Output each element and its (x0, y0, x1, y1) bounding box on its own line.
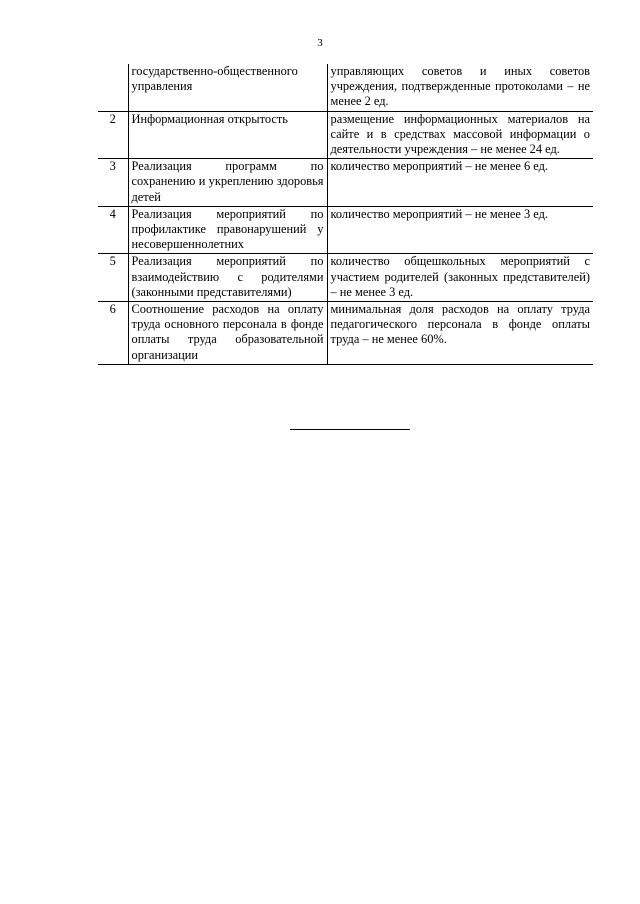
criterion-indicator: минимальная доля расходов на оплату труда педагогического персонала в фонде оплаты труда – не менее 60%. (327, 302, 593, 365)
table-row (98, 111, 593, 159)
table-row (98, 254, 593, 302)
table-row (98, 159, 593, 207)
criterion-indicator: количество мероприятий – не менее 6 ед. (327, 159, 593, 207)
criterion-name: Реализация мероприятий по взаимодействию с родителями (законными представителями) (128, 254, 327, 302)
criterion-indicator: управляющих советов и иных советов учреждения, подтвержденные протоколами – не менее 2 ед. (327, 64, 593, 111)
table-row (98, 206, 593, 254)
row-number (98, 64, 128, 111)
row-number: 6 (98, 302, 128, 365)
criterion-name: Соотношение расходов на оплату труда основного персонала в фонде оплаты труда образовательной организации (128, 302, 327, 365)
criterion-name: Реализация программ по сохранению и укреплению здоровья детей (128, 159, 327, 207)
table-row (98, 64, 593, 111)
criterion-name: Реализация мероприятий по профилактике правонарушений у несовершеннолетних (128, 206, 327, 254)
criteria-table (98, 64, 593, 365)
criterion-indicator: количество общешкольных мероприятий с участием родителей (законных представителей) – не менее 3 ед. (327, 254, 593, 302)
row-number: 4 (98, 206, 128, 254)
row-number: 2 (98, 111, 128, 159)
criterion-name: государственно-общественного управления (128, 64, 327, 111)
row-number: 3 (98, 159, 128, 207)
criterion-indicator: размещение информационных материалов на сайте и в средствах массовой информации о деятельности учреждения – не менее 24 ед. (327, 111, 593, 159)
page-number: 3 (317, 37, 323, 49)
end-divider (290, 429, 410, 430)
criterion-name: Информационная открытость (128, 111, 327, 159)
criterion-indicator: количество мероприятий – не менее 3 ед. (327, 206, 593, 254)
row-number: 5 (98, 254, 128, 302)
table-row (98, 302, 593, 365)
